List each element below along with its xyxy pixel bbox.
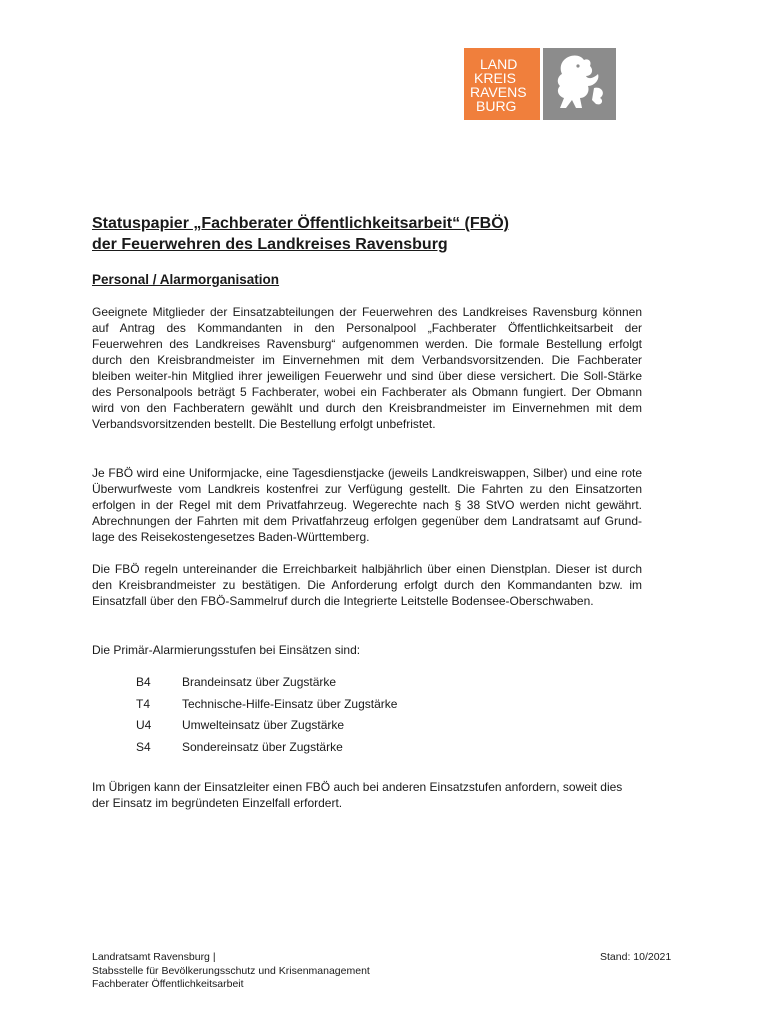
alarm-level-label: Umwelteinsatz über Zugstärke <box>182 718 345 732</box>
alarm-level-label: Brandeinsatz über Zugstärke <box>182 675 337 689</box>
title-line-1: Statuspapier „Fachberater Öffentlichkeitsarbeit“ (FBÖ) <box>92 215 509 232</box>
alarm-level-label: Technische-Hilfe-Einsatz über Zugstärke <box>182 696 398 711</box>
paragraph-personnel-pool: Geeignete Mitglieder der Einsatzabteilungen der Feuerwehren des Landkreises Ravensburg können auf Antrag des Kommandanten in den Personalpool „Fachberater Öffentlichkeitsarbeit der Feuerwehren des Landkreises Ravensburg“ aufgenommen werden. Die formale Bestellung erfolgt durch den Kreisbrandmeister im Einvernehmen mit dem Verbandsvorsitzenden. Die Fachberater bleiben weiter-hin Mitglied ihrer jeweiligen Feuerwehr und sind über diese versichert. Die Soll-Stärke des Personalpools beträgt 5 Fachberater, wobei ein Fachberater als Obmann fungiert. Der Obmann wird von den Fachberatern gewählt und durch den Kreisbrandmeister im Einvernehmen mit dem Verbandsvorsitzenden bestellt. Die Bestellung erfolgt unbefristet. <box>92 305 642 431</box>
list-item <box>136 674 397 696</box>
paragraph-other-levels: Im Übrigen kann der Einsatzleiter einen FBÖ auch bei anderen Einsatzstufen anfordern, soweit dies der Einsatz im begründeten Einzelfall erfordert. <box>92 780 623 810</box>
logo-line-1: LAND <box>480 56 518 72</box>
list-item <box>136 717 397 739</box>
footer-date: Stand: 10/2021 <box>600 951 672 963</box>
paragraph-alarm-intro: Die Primär-Alarmierungsstufen bei Einsätzen sind: <box>92 643 361 657</box>
alarm-level-label: Sondereinsatz über Zugstärke <box>182 739 343 754</box>
footer-office: Landratsamt Ravensburg | <box>92 951 216 963</box>
document-title <box>92 213 652 255</box>
logo-line-4: BURG <box>476 98 517 114</box>
paragraph-availability: Die FBÖ regeln untereinander die Erreichbarkeit halbjährlich über einen Dienstplan. Dieser ist durch den Kreisbrandmeister zu bestätigen. Die Anforderung erfolgt durch den Kommandanten bzw. im Einsatzfall über den FBÖ-Sammelruf durch die Integrierte Leitstelle Bodensee-Oberschwaben. <box>92 562 642 608</box>
paragraph-equipment: Je FBÖ wird eine Uniformjacke, eine Tagesdienstjacke (jeweils Landkreiswappen, Silber) und eine rote Überwurfweste vom Landkreis kostenfrei zur Verfügung gestellt. Die Fahrten zu den Einsatzorten erfolgen in der Regel mit dem Privatfahrzeug. Wegerechte nach § 38 StVO werden nicht gewährt. Abrechnungen der Fahrten mit dem Privatfahrzeug erfolgen gegenüber dem Landratsamt auf Grund-lage des Reisekostengesetzes Baden-Württemberg. <box>92 466 642 544</box>
logo-line-2: KREIS <box>474 70 517 86</box>
list-item <box>136 739 397 761</box>
alarm-level-list <box>136 674 397 760</box>
section-heading: Personal / Alarmorganisation <box>92 272 280 287</box>
footer-department: Stabsstelle für Bevölkerungsschutz und Krisenmanagement <box>92 964 370 977</box>
footer <box>92 951 370 992</box>
logo-graphic <box>464 48 616 120</box>
alarm-level-code: U4 <box>136 718 152 732</box>
footer-topic: Fachberater Öffentlichkeitsarbeit <box>92 978 244 990</box>
alarm-level-code: B4 <box>136 675 151 689</box>
alarm-level-code: S4 <box>136 739 151 754</box>
alarm-level-code: T4 <box>136 696 151 711</box>
logo-line-3: RAVENS <box>470 84 527 100</box>
list-item <box>136 696 397 718</box>
title-line-2: der Feuerwehren des Landkreises Ravensburg <box>92 236 448 253</box>
landkreis-logo <box>464 48 616 120</box>
